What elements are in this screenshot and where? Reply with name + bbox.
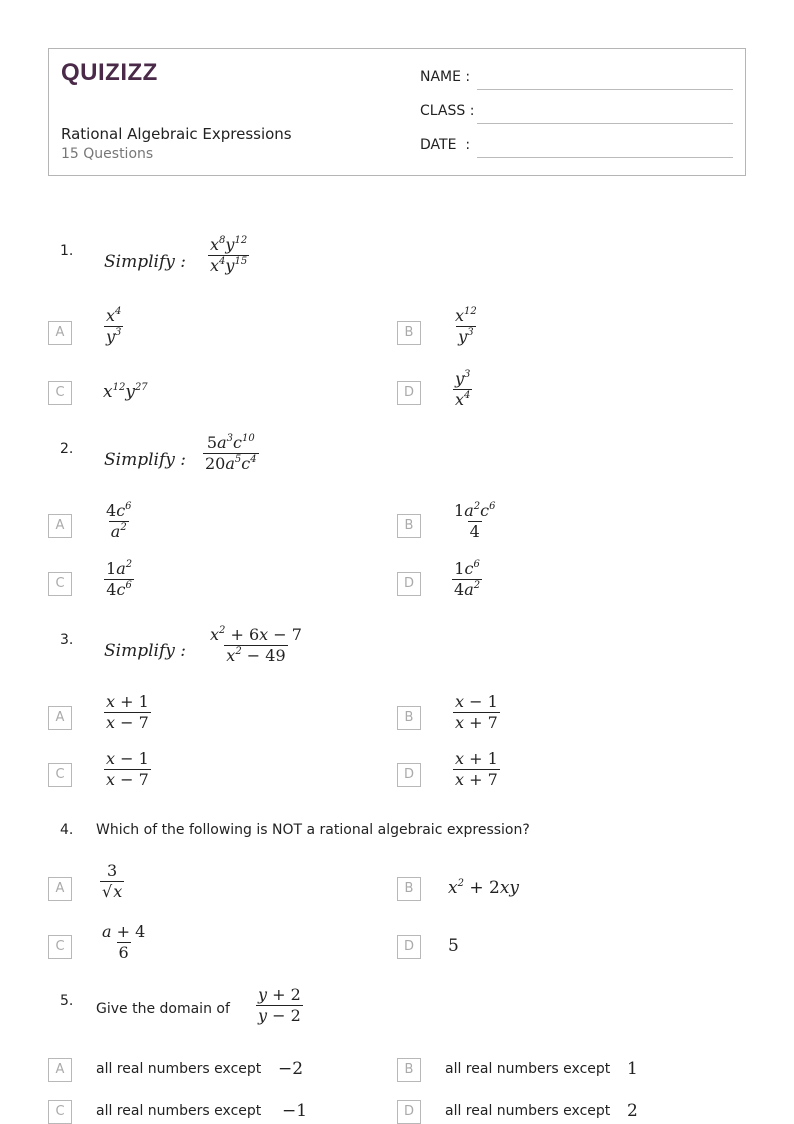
question-5-text: Give the domain of (96, 1001, 230, 1017)
option-c-box[interactable]: C (48, 935, 72, 959)
q2-option-d: $\frac{1c^6}{4a^2}$ (454, 559, 481, 600)
date-label: DATE : (420, 137, 471, 153)
option-c-box[interactable]: C (48, 763, 72, 787)
option-a-box[interactable]: A (48, 706, 72, 730)
question-2-expression: $\frac{5a^3c^{10}}{20a^5c^4}$ (205, 433, 257, 474)
q5-option-b-value: 1 (627, 1059, 638, 1079)
class-field[interactable] (477, 123, 733, 124)
option-b-box[interactable]: B (397, 706, 421, 730)
q3-option-d: $\frac{x + 1}{x + 7}$ (455, 749, 498, 790)
q5-option-a-value: −2 (278, 1059, 304, 1079)
q4-option-b: $x^2 + 2xy$ (448, 878, 520, 898)
option-b-box[interactable]: B (397, 514, 421, 538)
q1-option-d: $\frac{y^3}{x^4}$ (455, 369, 471, 410)
q3-option-a: $\frac{x + 1}{x - 7}$ (106, 692, 149, 733)
option-d-box[interactable]: D (397, 572, 421, 596)
question-1-expression: $\frac{x^8y^{12}}{x^4y^{15}}$ (210, 235, 248, 276)
q2-option-c: $\frac{1a^2}{4c^6}$ (106, 559, 133, 600)
q4-option-a: $\frac{3}{√x}$ (102, 861, 123, 902)
question-2-label: Simplify : (104, 450, 186, 470)
question-2-number: 2. (60, 441, 74, 457)
name-field[interactable] (477, 89, 733, 90)
q5-option-d-text: all real numbers except (445, 1103, 611, 1119)
q2-option-b: $\frac{1a^2c^6}{4}$ (454, 501, 496, 542)
q2-option-a: $\frac{4c^6}{a^2}$ (106, 501, 132, 542)
q4-option-d: 5 (448, 936, 459, 956)
worksheet-header (48, 48, 746, 176)
q5-option-b-text: all real numbers except (445, 1061, 611, 1077)
option-a-box[interactable]: A (48, 321, 72, 345)
option-d-box[interactable]: D (397, 935, 421, 959)
quizizz-logo: QUIZIZZ (61, 59, 158, 86)
option-d-box[interactable]: D (397, 1100, 421, 1124)
q5-option-a-text: all real numbers except (96, 1061, 262, 1077)
q4-option-c: $\frac{a + 4}{6}$ (102, 922, 146, 963)
class-label: CLASS : (420, 103, 475, 119)
question-count: 15 Questions (61, 146, 154, 162)
q3-option-b: $\frac{x - 1}{x + 7}$ (455, 692, 498, 733)
option-c-box[interactable]: C (48, 1100, 72, 1124)
option-c-box[interactable]: C (48, 572, 72, 596)
question-3-number: 3. (60, 632, 74, 648)
option-d-box[interactable]: D (397, 763, 421, 787)
question-5-expression: $\frac{y + 2}{y - 2}$ (258, 985, 301, 1026)
q3-option-c: $\frac{x - 1}{x - 7}$ (106, 749, 149, 790)
date-field[interactable] (477, 157, 733, 158)
name-label: NAME : (420, 69, 471, 85)
option-b-box[interactable]: B (397, 877, 421, 901)
question-5-number: 5. (60, 993, 74, 1009)
option-a-box[interactable]: A (48, 514, 72, 538)
option-c-box[interactable]: C (48, 381, 72, 405)
question-3-label: Simplify : (104, 641, 186, 661)
q1-option-c: $x^{12}y^{27}$ (103, 382, 148, 402)
option-b-box[interactable]: B (397, 1058, 421, 1082)
question-4-text: Which of the following is NOT a rational algebraic expression? (96, 822, 530, 838)
worksheet-title: Rational Algebraic Expressions (61, 125, 292, 143)
option-d-box[interactable]: D (397, 381, 421, 405)
question-3-expression: $\frac{x^2 + 6x - 7}{x^2 - 49}$ (210, 625, 302, 666)
option-b-box[interactable]: B (397, 321, 421, 345)
question-1-number: 1. (60, 243, 74, 259)
question-4-number: 4. (60, 822, 74, 838)
q5-option-c-text: all real numbers except (96, 1103, 262, 1119)
q1-option-a: $\frac{x^4}{y^3}$ (106, 306, 122, 347)
option-a-box[interactable]: A (48, 1058, 72, 1082)
option-a-box[interactable]: A (48, 877, 72, 901)
q1-option-b: $\frac{x^{12}}{y^3}$ (455, 306, 477, 347)
q5-option-c-value: −1 (282, 1101, 308, 1121)
q5-option-d-value: 2 (627, 1101, 638, 1121)
question-1-label: Simplify : (104, 252, 186, 272)
